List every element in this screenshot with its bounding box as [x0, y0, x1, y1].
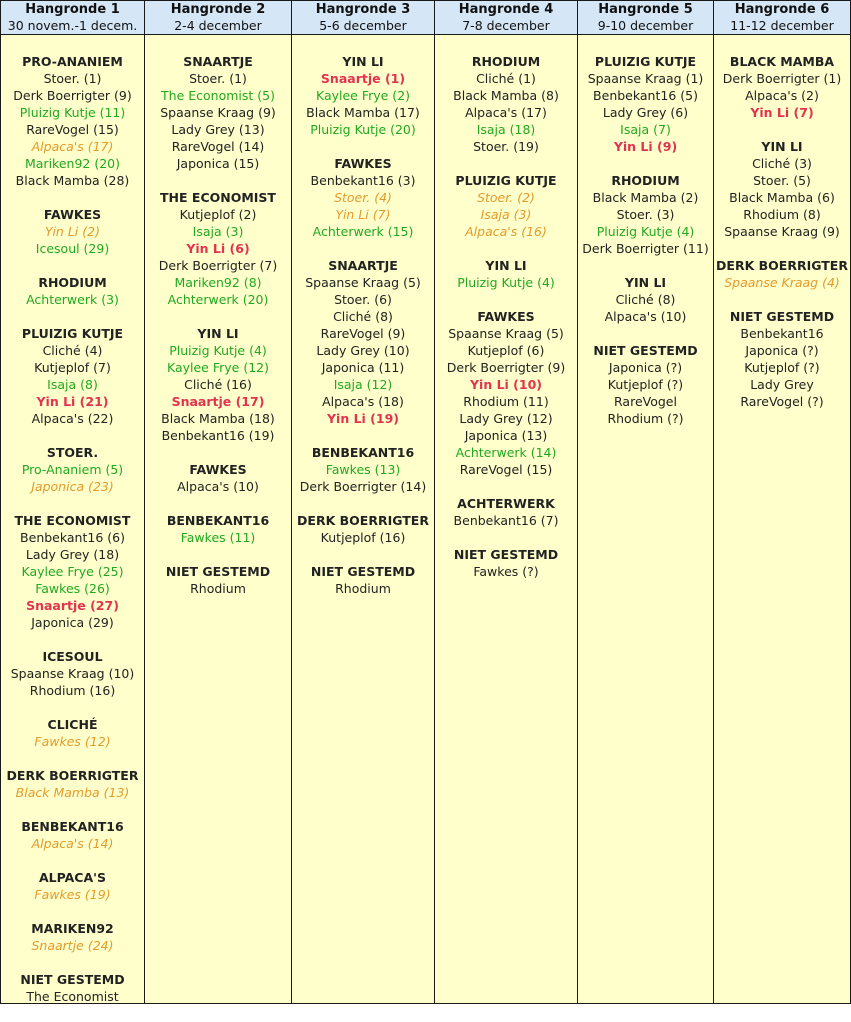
voter-entry: Fawkes (12) [34, 734, 111, 749]
voted-player-name: SNAARTJE [183, 54, 253, 69]
voter-entry: Fawkes (13) [325, 462, 401, 477]
voted-player-name: FAWKES [477, 309, 535, 324]
voter-entry: Black Mamba (17) [306, 105, 420, 120]
voted-player-name: YIN LI [624, 275, 667, 290]
voter-entry: Black Mamba (13) [15, 785, 130, 800]
voted-player-name: PLUIZIG KUTJE [21, 326, 124, 341]
round-title: Hangronde 2 [170, 2, 266, 17]
vote-group [435, 172, 577, 240]
voter-entry: Spaanse Kraag (5) [305, 275, 421, 290]
voted-player-name: THE ECONOMIST [160, 190, 276, 205]
voter-entry: RareVogel (15) [26, 122, 119, 137]
voter-entry: Stoer. (2) [477, 190, 535, 205]
voter-entry: Japonica (13) [464, 428, 548, 443]
vote-group [292, 512, 434, 546]
vote-group [1, 325, 144, 427]
voter-entry: Alpaca's (18) [322, 394, 404, 409]
voter-entry: Snaartje (27) [26, 598, 119, 613]
voted-player-name: FAWKES [334, 156, 392, 171]
voter-entry: Kutjeplof (6) [467, 343, 545, 358]
voted-player-name: RHODIUM [38, 275, 107, 290]
voter-entry: Spaanse Kraag (9) [724, 224, 840, 239]
round-votes [578, 35, 713, 444]
voter-entry: Cliché (4) [42, 343, 103, 358]
voted-player-name: NIET GESTEMD [310, 564, 416, 579]
voter-entry: Benbekant16 [740, 326, 824, 341]
voter-entry: Fawkes (11) [180, 530, 256, 545]
vote-group [1, 716, 144, 750]
round-votes [1, 35, 144, 1022]
vote-group [1, 869, 144, 903]
voter-entry: Mariken92 (8) [174, 275, 262, 290]
voted-player-name: PLUIZIG KUTJE [455, 173, 557, 188]
vote-group [145, 325, 291, 444]
voted-player-name: BENBEKANT16 [311, 445, 415, 460]
voter-entry: RareVogel (14) [171, 139, 265, 154]
voter-entry: Lady Grey (6) [602, 105, 689, 120]
vote-group [578, 53, 713, 155]
voter-entry: Alpaca's (2) [745, 88, 819, 103]
vote-group [714, 257, 850, 291]
voter-entry: Benbekant16 (19) [161, 428, 275, 443]
voter-entry: Stoer. (1) [43, 71, 102, 86]
vote-group [1, 206, 144, 257]
voter-entry: Stoer. (6) [334, 292, 392, 307]
round-column [1, 1, 145, 1003]
voter-entry: Yin Li (7) [750, 105, 814, 120]
voter-entry: Derk Boerrigter (11) [582, 241, 709, 256]
vote-group [578, 342, 713, 427]
round-header [714, 1, 850, 35]
voter-entry: Snaartje (24) [31, 938, 114, 953]
voter-entry: Kaylee Frye (2) [315, 88, 411, 103]
vote-group [1, 920, 144, 954]
voted-player-name: YIN LI [197, 326, 239, 341]
round-title: Hangronde 4 [458, 2, 554, 17]
voter-entry: Benbekant16 (5) [593, 88, 698, 103]
voter-entry: Kaylee Frye (25) [21, 564, 124, 579]
voter-entry: Yin Li (21) [36, 394, 109, 409]
voter-entry: Kutjeplof (?) [607, 377, 684, 392]
voted-player-name: FAWKES [43, 207, 102, 222]
round-title: Hangronde 6 [734, 2, 830, 17]
voter-entry: Stoer. (4) [334, 190, 392, 205]
voter-entry: Snaartje (17) [171, 394, 265, 409]
voter-entry: Black Mamba (28) [15, 173, 130, 188]
voter-entry: Cliché (8) [615, 292, 676, 307]
round-dates: 2-4 december [174, 18, 262, 33]
voter-entry: Rhodium (11) [463, 394, 549, 409]
voted-player-name: RHODIUM [611, 173, 680, 188]
voter-entry: Kutjeplof (?) [744, 360, 820, 375]
voter-entry: Spaanse Kraag (10) [10, 666, 135, 681]
round-title: Hangronde 1 [25, 2, 120, 17]
voter-entry: Lady Grey (13) [171, 122, 265, 137]
voter-entry: Japonica (?) [608, 360, 683, 375]
round-votes [145, 35, 291, 614]
voted-player-name: RHODIUM [471, 54, 541, 69]
voter-entry: Kutjeplof (16) [320, 530, 406, 545]
voter-entry: Black Mamba (8) [453, 88, 559, 103]
voted-player-name: NIET GESTEMD [593, 343, 698, 358]
vote-group [1, 512, 144, 631]
voter-entry: Lady Grey (12) [459, 411, 553, 426]
vote-group [1, 971, 144, 1005]
round-title: Hangronde 5 [598, 2, 693, 17]
voter-entry: Benbekant16 (3) [310, 173, 416, 188]
voter-entry: Yin Li (10) [469, 377, 542, 392]
voter-entry: Achterwerk (20) [167, 292, 269, 307]
voted-player-name: ALPACA'S [38, 870, 106, 885]
vote-group [145, 53, 291, 172]
voter-entry: Yin Li (9) [613, 139, 678, 154]
voter-entry: Spaanse Kraag (9) [160, 105, 276, 120]
vote-group [292, 257, 434, 427]
voted-player-name: BENBEKANT16 [166, 513, 270, 528]
voter-entry: Yin Li (6) [186, 241, 250, 256]
voter-entry: Isaja (8) [47, 377, 98, 392]
vote-group [435, 257, 577, 291]
voter-entry: Black Mamba (2) [592, 190, 699, 205]
voter-entry: Derk Boerrigter (9) [13, 88, 132, 103]
round-column [292, 1, 435, 1003]
round-dates: 7-8 december [462, 18, 550, 33]
voted-player-name: SNAARTJE [328, 258, 398, 273]
voter-entry: Yin Li (2) [45, 224, 100, 239]
voter-entry: Fawkes (?) [473, 564, 539, 579]
vote-group [578, 274, 713, 325]
voted-player-name: STOER. [46, 445, 99, 460]
voter-entry: Alpaca's (10) [177, 479, 259, 494]
voted-player-name: DERK BOERRIGTER [6, 768, 139, 783]
voter-entry: Spaanse Kraag (1) [587, 71, 704, 86]
voted-player-name: MARIKEN92 [31, 921, 114, 936]
vote-group [145, 512, 291, 546]
vote-group [435, 53, 577, 155]
round-header [145, 1, 291, 35]
voter-entry: Spaanse Kraag (4) [724, 275, 840, 290]
voter-entry: Stoer. (5) [753, 173, 811, 188]
voted-player-name: CLICHÉ [47, 717, 98, 732]
vote-group [1, 767, 144, 801]
voted-player-name: ACHTERWERK [457, 496, 555, 511]
voter-entry: The Economist (5) [161, 88, 275, 103]
voter-entry: Cliché (8) [333, 309, 393, 324]
round-header [435, 1, 577, 35]
voter-entry: Rhodium (16) [29, 683, 116, 698]
voter-entry: Rhodium [190, 581, 246, 596]
voter-entry: Rhodium [335, 581, 391, 596]
voter-entry: Snaartje (1) [320, 71, 406, 86]
voted-player-name: YIN LI [761, 139, 803, 154]
vote-group [145, 189, 291, 308]
voter-entry: Black Mamba (18) [161, 411, 275, 426]
voted-player-name: FAWKES [189, 462, 247, 477]
voter-entry: Benbekant16 (7) [453, 513, 559, 528]
voted-player-name: BENBEKANT16 [21, 819, 124, 834]
voter-entry: Cliché (16) [184, 377, 252, 392]
voter-entry: Isaja (3) [480, 207, 532, 222]
round-header [292, 1, 434, 35]
voter-entry: Benbekant16 (6) [20, 530, 125, 545]
voter-entry: Lady Grey (10) [316, 343, 410, 358]
voted-player-name: PRO-ANANIEM [22, 54, 123, 69]
voter-entry: Fawkes (26) [35, 581, 110, 596]
voter-entry: Japonica (29) [31, 615, 114, 630]
voted-player-name: NIET GESTEMD [453, 547, 559, 562]
voted-player-name: YIN LI [485, 258, 527, 273]
voter-entry: Derk Boerrigter (7) [158, 258, 278, 273]
voter-entry: Stoer. (1) [189, 71, 247, 86]
voted-player-name: NIET GESTEMD [165, 564, 271, 579]
voter-entry: Achterwerk (15) [312, 224, 414, 239]
voted-player-name: THE ECONOMIST [14, 513, 131, 528]
round-votes [435, 35, 577, 597]
voter-entry: Alpaca's (17) [465, 105, 547, 120]
voter-entry: Derk Boerrigter (14) [299, 479, 427, 494]
voter-entry: RareVogel [614, 394, 677, 409]
voter-entry: Alpaca's (17) [31, 139, 114, 154]
voter-entry: Isaja (3) [192, 224, 244, 239]
voter-entry: RareVogel (9) [320, 326, 406, 341]
vote-group [1, 818, 144, 852]
voted-player-name: NIET GESTEMD [20, 972, 125, 987]
voter-entry: Icesoul (29) [35, 241, 110, 256]
voter-entry: Pro-Ananiem (5) [21, 462, 124, 477]
voted-player-name: DERK BOERRIGTER [716, 258, 848, 273]
vote-group [578, 172, 713, 257]
vote-group [435, 546, 577, 580]
round-votes [714, 35, 850, 427]
voter-entry: Achterwerk (3) [26, 292, 119, 307]
voter-entry: Pluizig Kutje (20) [310, 122, 416, 137]
voter-entry: Alpaca's (14) [31, 836, 114, 851]
voter-entry: Rhodium (?) [607, 411, 684, 426]
voter-entry: Cliché (1) [476, 71, 536, 86]
vote-group [292, 53, 434, 138]
voter-entry: Japonica (?) [745, 343, 819, 358]
voter-entry: Japonica (11) [321, 360, 405, 375]
voter-entry: Alpaca's (10) [604, 309, 687, 324]
voter-entry: Derk Boerrigter (1) [722, 71, 842, 86]
round-dates: 30 novem.-1 decem. [7, 18, 138, 33]
voted-player-name: DERK BOERRIGTER [297, 513, 429, 528]
voted-player-name: YIN LI [342, 54, 384, 69]
round-column [714, 1, 850, 1003]
voter-entry: Kutjeplof (2) [179, 207, 257, 222]
round-column [578, 1, 714, 1003]
vote-group [145, 461, 291, 495]
vote-group [1, 53, 144, 189]
voter-entry: Lady Grey (18) [25, 547, 120, 562]
voter-entry: Mariken92 (20) [24, 156, 120, 171]
round-header [578, 1, 713, 35]
round-dates: 9-10 december [597, 18, 694, 33]
voter-entry: Fawkes (19) [34, 887, 111, 902]
voter-entry: Isaja (7) [620, 122, 671, 137]
voter-entry: Pluizig Kutje (4) [457, 275, 555, 290]
round-header [1, 1, 144, 35]
voted-player-name: BLACK MAMBA [729, 54, 835, 69]
voter-entry: Alpaca's (22) [31, 411, 114, 426]
voter-entry: Cliché (3) [752, 156, 812, 171]
voter-entry: Alpaca's (16) [465, 224, 547, 239]
round-title: Hangronde 3 [315, 2, 411, 17]
round-dates: 11-12 december [730, 18, 834, 33]
voter-entry: Japonica (23) [31, 479, 114, 494]
voter-entry: Yin Li (19) [326, 411, 399, 426]
voter-entry: Pluizig Kutje (4) [169, 343, 267, 358]
voter-entry: The Economist [26, 989, 119, 1004]
voter-entry: Derk Boerrigter (9) [446, 360, 566, 375]
voter-entry: Isaja (18) [476, 122, 536, 137]
voter-entry: Stoer. (3) [616, 207, 675, 222]
voted-player-name: NIET GESTEMD [729, 309, 835, 324]
voter-entry: Kutjeplof (7) [34, 360, 111, 375]
voted-player-name: ICESOUL [42, 649, 103, 664]
vote-group [292, 155, 434, 240]
vote-group [292, 563, 434, 597]
vote-group [714, 308, 850, 410]
voter-entry: Kaylee Frye (12) [166, 360, 269, 375]
voter-entry: RareVogel (?) [740, 394, 824, 409]
voter-entry: Pluizig Kutje (4) [596, 224, 695, 239]
voter-entry: Stoer. (19) [473, 139, 539, 154]
voter-entry: Rhodium (8) [743, 207, 821, 222]
voted-player-name: PLUIZIG KUTJE [594, 54, 697, 69]
vote-group [435, 495, 577, 529]
vote-group [714, 53, 850, 121]
vote-group [1, 648, 144, 699]
round-column [435, 1, 578, 1003]
vote-group [435, 308, 577, 478]
vote-group [1, 274, 144, 308]
voter-entry: Spaanse Kraag (5) [448, 326, 564, 341]
round-votes [292, 35, 434, 614]
voter-entry: Pluizig Kutje (11) [19, 105, 126, 120]
voter-entry: Japonica (15) [176, 156, 260, 171]
voter-entry: Isaja (12) [333, 377, 393, 392]
round-column [145, 1, 292, 1003]
voter-entry: Black Mamba (6) [729, 190, 835, 205]
round-dates: 5-6 december [319, 18, 407, 33]
vote-group [145, 563, 291, 597]
voter-entry: RareVogel (15) [459, 462, 553, 477]
vote-group [714, 138, 850, 240]
vote-group [292, 444, 434, 495]
voter-entry: Lady Grey [750, 377, 814, 392]
vote-group [1, 444, 144, 495]
voter-entry: Yin Li (7) [335, 207, 391, 222]
voter-entry: Achterwerk (14) [455, 445, 557, 460]
